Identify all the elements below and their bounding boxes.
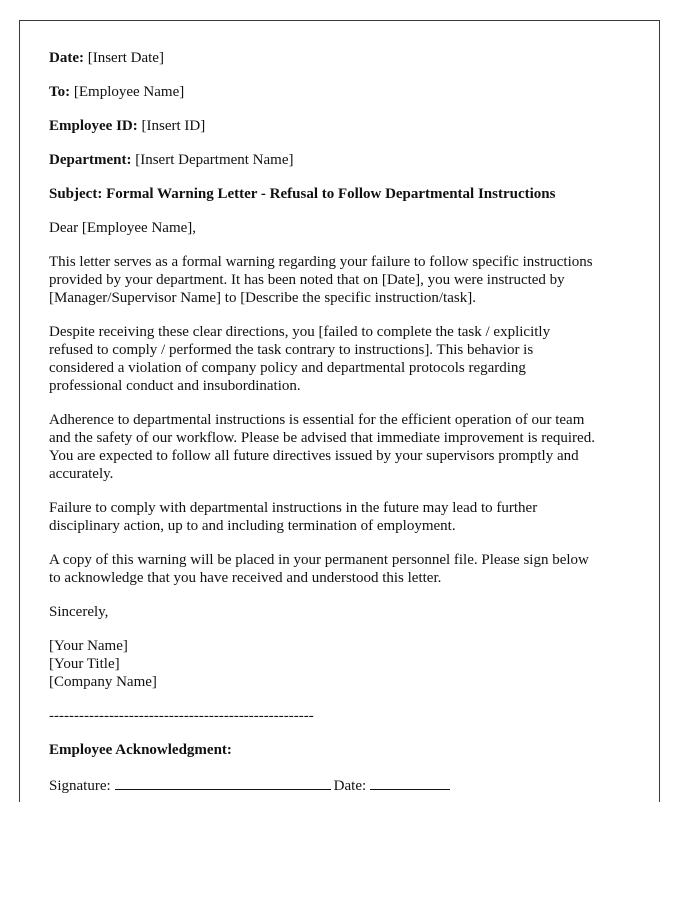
divider: ----------------------------------------------------- bbox=[49, 708, 314, 724]
department-value: [Insert Department Name] bbox=[135, 152, 294, 168]
subject-line bbox=[49, 185, 595, 203]
ack-date-label: Date: bbox=[333, 778, 367, 794]
sender-name: [Your Name] bbox=[49, 638, 128, 654]
date-value: [Insert Date] bbox=[87, 50, 164, 66]
paragraph-personnel-file bbox=[49, 551, 595, 587]
subject: Subject: Formal Warning Letter - Refusal to Follow Departmental Instructions bbox=[49, 186, 556, 202]
signature-field[interactable] bbox=[115, 775, 331, 790]
text-line: professional conduct and insubordination. bbox=[49, 378, 301, 394]
date-label: Date: bbox=[49, 50, 84, 66]
signature-block bbox=[49, 637, 595, 691]
signature-line bbox=[49, 775, 595, 795]
employee-id-line bbox=[49, 117, 595, 135]
text-line: provided by your department. It has been noted that on [Date], you were instructed by bbox=[49, 272, 565, 288]
text-line: and the safety of our workflow. Please be advised that immediate improvement is required. bbox=[49, 430, 595, 446]
salutation: Dear [Employee Name], bbox=[49, 220, 197, 236]
employee-id-value: [Insert ID] bbox=[141, 118, 206, 134]
closing: Sincerely, bbox=[49, 604, 109, 620]
paragraph-expectations bbox=[49, 411, 595, 483]
company-name: [Company Name] bbox=[49, 674, 157, 690]
letter-content bbox=[49, 49, 595, 811]
to-line bbox=[49, 83, 595, 101]
paragraph-violation bbox=[49, 323, 595, 395]
text-line: Adherence to departmental instructions is essential for the efficient operation of our team bbox=[49, 412, 585, 428]
department-line bbox=[49, 151, 595, 169]
acknowledgment-heading bbox=[49, 741, 595, 759]
acknowledgment-title: Employee Acknowledgment: bbox=[49, 742, 232, 758]
sender-title: [Your Title] bbox=[49, 656, 120, 672]
text-line: Despite receiving these clear directions, you [failed to complete the task / explicitly bbox=[49, 324, 551, 340]
text-line: This letter serves as a formal warning regarding your failure to follow specific instructions bbox=[49, 254, 593, 270]
ack-date-field[interactable] bbox=[370, 775, 450, 790]
letter-page bbox=[19, 20, 660, 802]
text-line: refused to comply / performed the task contrary to instructions]. This behavior is bbox=[49, 342, 534, 358]
department-label: Department: bbox=[49, 152, 132, 168]
employee-id-label: Employee ID: bbox=[49, 118, 138, 134]
paragraph-consequences bbox=[49, 499, 595, 535]
date-line bbox=[49, 49, 595, 67]
text-line: A copy of this warning will be placed in your permanent personnel file. Please sign below bbox=[49, 552, 589, 568]
text-line: accurately. bbox=[49, 466, 114, 482]
text-line: to acknowledge that you have received and understood this letter. bbox=[49, 570, 442, 586]
paragraph-instruction bbox=[49, 253, 595, 307]
text-line: Failure to comply with departmental instructions in the future may lead to further bbox=[49, 500, 538, 516]
text-line: [Manager/Supervisor Name] to [Describe the specific instruction/task]. bbox=[49, 290, 476, 306]
text-line: You are expected to follow all future directives issued by your supervisors promptly and bbox=[49, 448, 579, 464]
text-line: considered a violation of company policy and departmental protocols regarding bbox=[49, 360, 526, 376]
to-value: [Employee Name] bbox=[73, 84, 185, 100]
text-line: disciplinary action, up to and including termination of employment. bbox=[49, 518, 456, 534]
to-label: To: bbox=[49, 84, 71, 100]
signature-label: Signature: bbox=[49, 778, 111, 794]
